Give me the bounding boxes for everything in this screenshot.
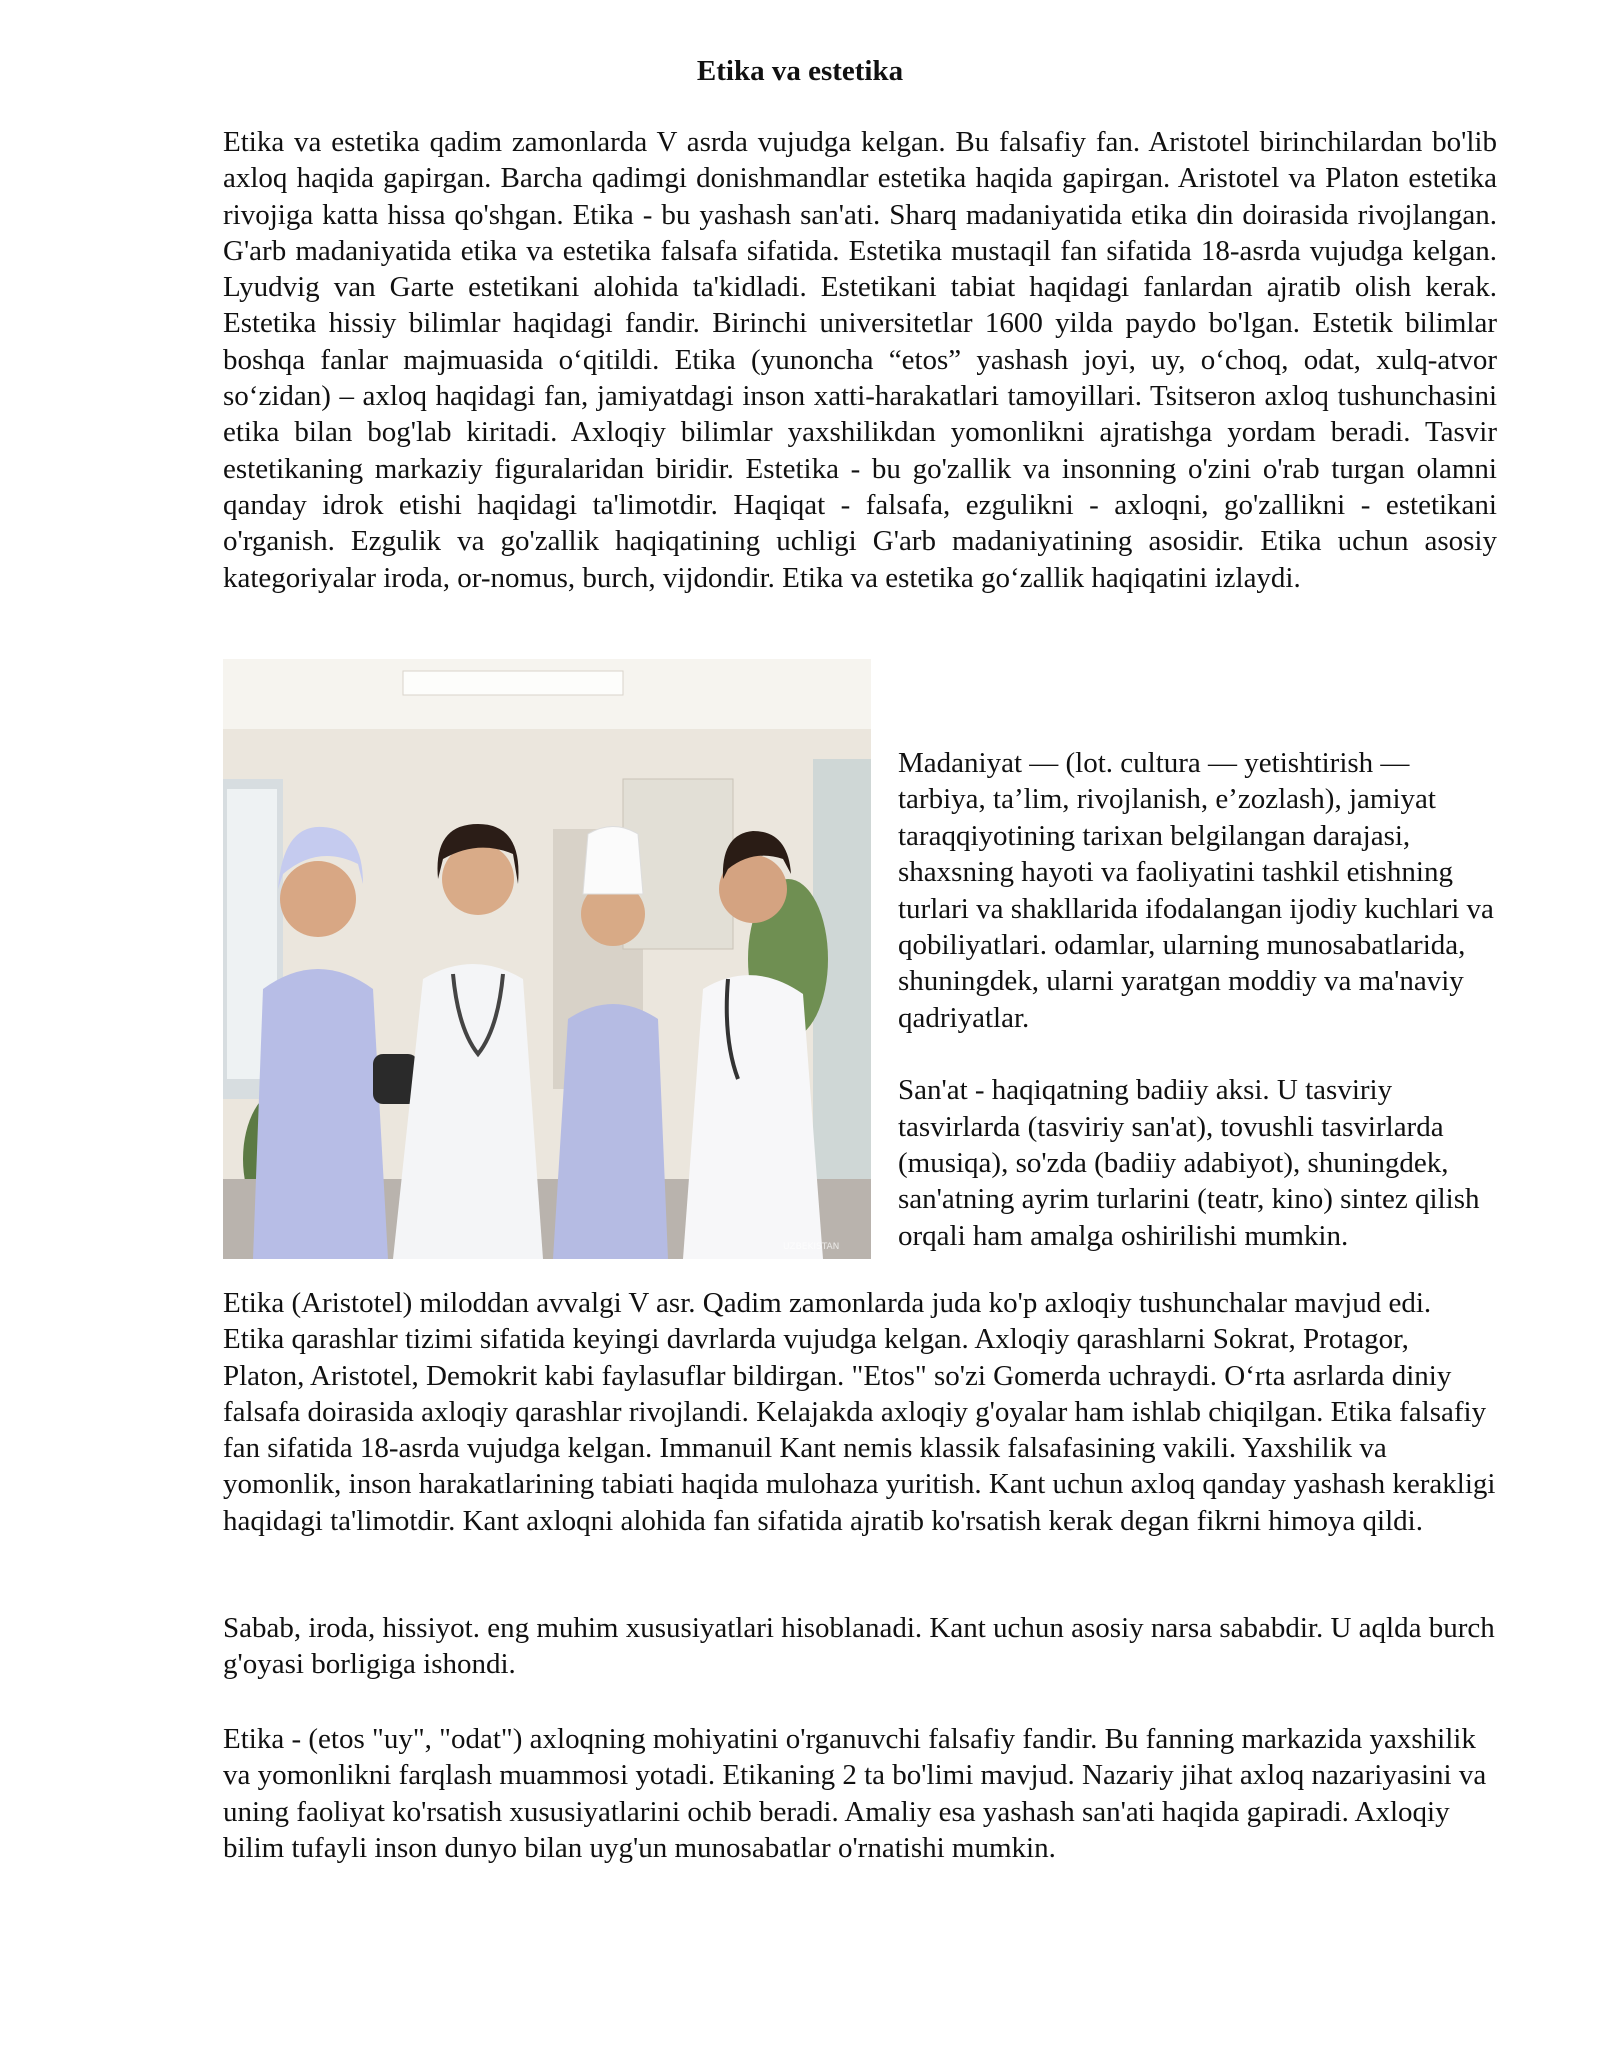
sanat-paragraph: San'at - haqiqatning badiiy aksi. U tasviriy tasvirlarda (tasviriy san'at), tovushli tasvirlarda (musiqa), so'zda (badiiy adabiyot), shuningdek, san'atning ayrim turlarini (teatr, kino) sintez qilish orqali ham amalga oshirilishi mumkin. [898,1074,1480,1252]
nurses-photo [223,659,871,1259]
etika-definition-paragraph: Etika - (etos "uy", "odat") axloqning mohiyatini o'rganuvchi falsafiy fandir. Bu fanning markazida yaxshilik va yomonlikni farqlash muammosi yotadi. Etikaning 2 ta bo'limi mavjud. Nazariy jihat axloq nazariyasini va uning faoliyat ko'rsatish xususiyatlarini ochib beradi. Amaliy esa yashash san'ati haqida gapiradi. Axloqiy bilim tufayli inson dunyo bilan uyg'un munosabatlar o'rnatishi mumkin. [223,1723,1487,1864]
nurses-photo-icon [223,659,871,1259]
intro-paragraph: Etika va estetika qadim zamonlarda V asrda vujudga kelgan. Bu falsafiy fan. Aristotel birinchilardan bo'lib axloq haqida gapirgan. Barcha qadimgi donishmandlar estetika haqida gapirgan. Aristotel va Platon estetika rivojiga katta hissa qo'shgan. Etika - bu yashash san'ati. Sharq madaniyatida etika din doirasida rivojlangan. G'arb madaniyatida etika va estetika falsafa sifatida. Estetika mustaqil fan sifatida 18-asrda vujudga kelgan. Lyudvig van Garte estetikani alohida ta'kidladi. Estetikani tabiat haqidagi fanlardan ajratib olish kerak. Estetika hissiy bilimlar haqidagi fandir. Birinchi universitetlar 1600 yilda paydo bo'lgan. Estetik bilimlar boshqa fanlar majmuasida o‘qitildi. Etika (yunoncha “etos” yashash joyi, uy, o‘choq, odat, xulq-atvor so‘zidan) – axloq haqidagi fan, jamiyatdagi inson xatti-harakatlari tamoyillari. Tsitseron axloq tushunchasini etika bilan bog'lab kiritadi. Axloqiy bilimlar yaxshilikdan yomonlikni ajratishga yordam beradi. Tasvir estetikaning markaziy figuralaridan biridir. Estetika - bu go'zallik va insonning o'zini o'rab turgan olamni qanday idrok etishi haqidagi ta'limotdir. Haqiqat - falsafa, ezgulikni - axloqni, go'zallikni - estetikani o'rganish. Ezgulik va go'zallik haqiqatining uchligi G'arb madaniyatining asosidir. Etika uchun asosiy kategoriyalar iroda, or-nomus, burch, vijdondir. Etika va estetika go‘zallik haqiqatini izlaydi. [223,126,1497,594]
side-text [898,745,1498,1290]
aristotel-paragraph: Etika (Aristotel) miloddan avvalgi V asr. Qadim zamonlarda juda ko'p axloqiy tushunchalar mavjud edi. Etika qarashlar tizimi sifatida keyingi davrlarda vujudga kelgan. Axloqiy qarashlarni Sokrat, Protagor, Platon, Aristotel, Demokrit kabi faylasuflar bildirgan. "Etos" so'zi Gomerda uchraydi. O‘rta asrlarda diniy falsafa doirasida axloqiy qarashlar rivojlandi. Kelajakda axloqiy g'oyalar ham ishlab chiqilgan. Etika falsafiy fan sifatida 18-asrda vujudga kelgan. Immanuil Kant nemis klassik falsafasining vakili. Yaxshilik va yomonlik, inson harakatlarining tabiati haqida mulohaza yuritish. Kant uchun axloq qanday yashash kerakligi haqidagi ta'limotdir. Kant axloqni alohida fan sifatida ajratib ko'rsatish kerak degan fikrni himoya qildi. [223,1287,1496,1537]
photo-watermark: UZBEKISTAN [783,1242,840,1252]
madaniyat-paragraph: Madaniyat — (lot. cultura — yetishtirish — tarbiya, ta’lim, rivojlanish, e’zozlash), jamiyat taraqqiyotining tarixan belgilangan darajasi, shaxsning hayoti va faoliyatini tashkil etishning turlari va shakllarida ifodalangan ijodiy kuchlari va qobiliyatlari. odamlar, ularning munosabatlarida, shuningdek, ularni yaratgan moddiy va ma'naviy qadriyatlar. [898,747,1494,1034]
page-title: Etika va estetika [696,55,904,87]
figure-section [223,659,1497,1259]
sabab-paragraph: Sabab, iroda, hissiyot. eng muhim xususiyatlari hisoblanadi. Kant uchun asosiy narsa sababdir. U aqlda burch g'oyasi borligiga ishondi. [223,1612,1495,1681]
